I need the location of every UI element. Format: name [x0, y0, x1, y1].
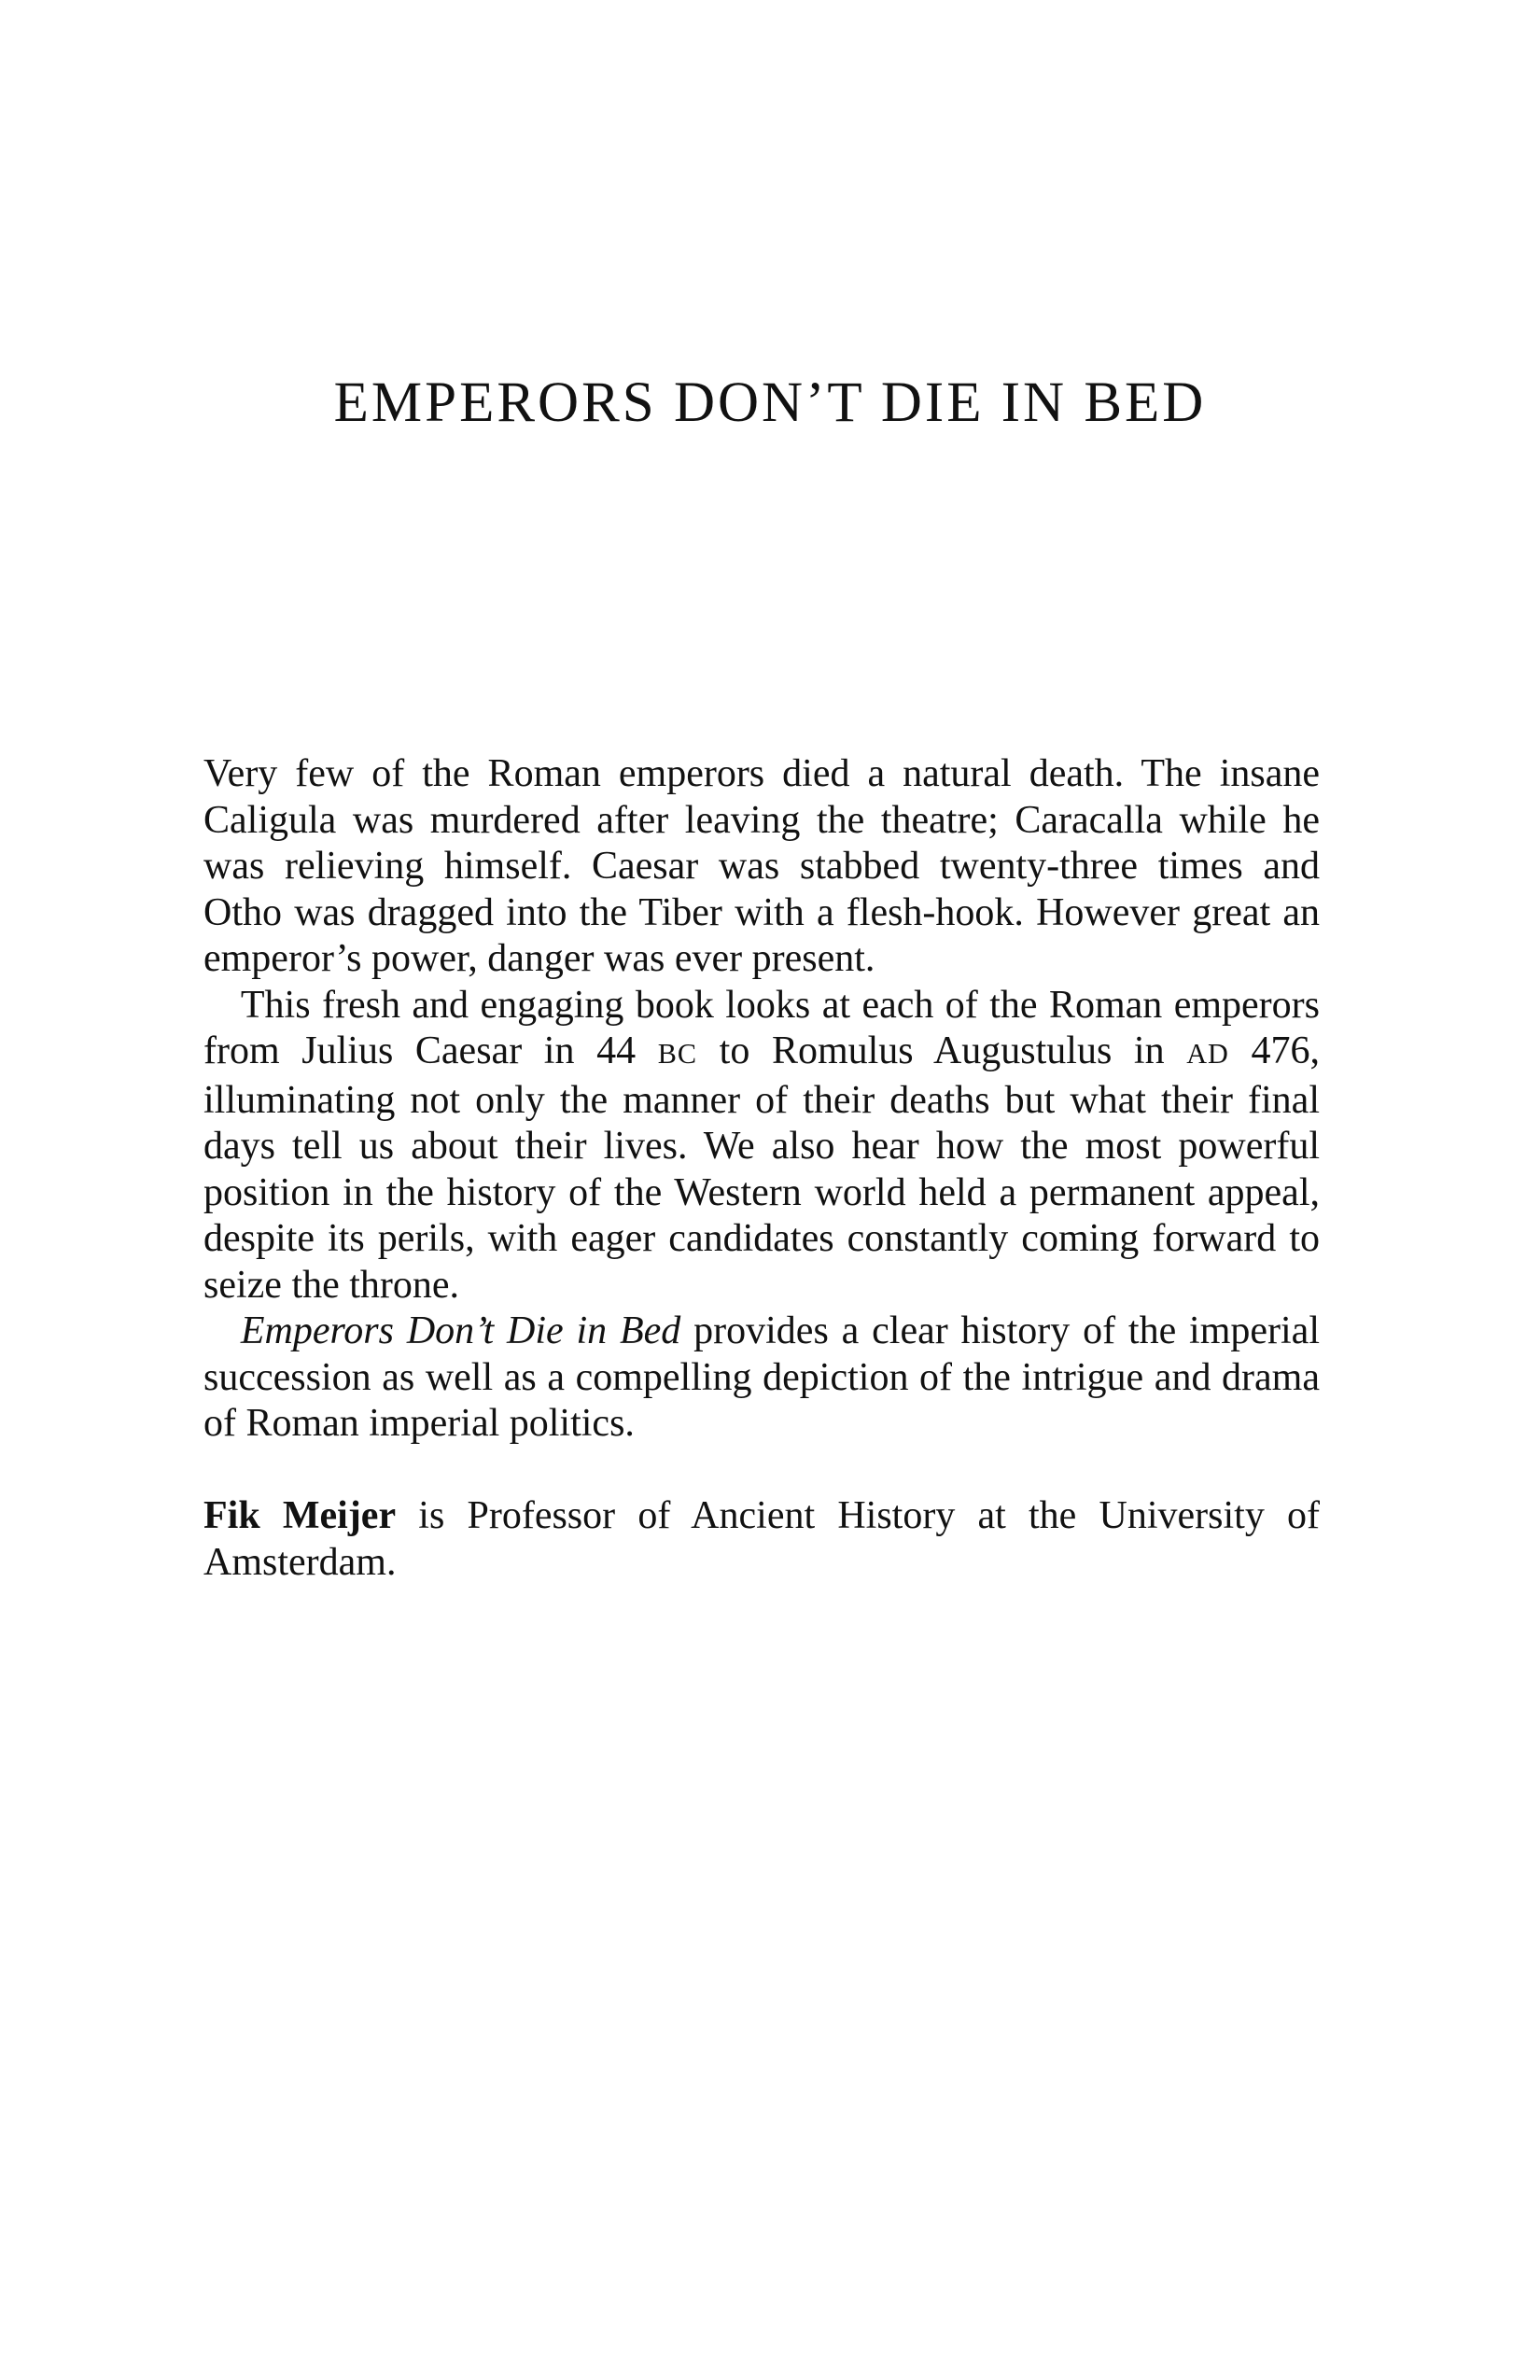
blurb-p2-text-a: This fresh and engaging book looks at each of the Roman emperors from Julius Caesar in 44 [203, 983, 1320, 1072]
author-name: Fik Meijer [203, 1494, 397, 1537]
blurb-paragraph-3 [203, 1309, 1320, 1448]
era-ad-label: AD [1186, 1038, 1229, 1070]
author-bio-text: is Professor of Ancient History at the University of Amsterdam. [203, 1494, 1320, 1584]
blurb-p2-text-b: to Romulus Augustulus in [697, 1029, 1187, 1072]
author-bio [203, 1493, 1320, 1586]
book-blurb [203, 751, 1320, 1448]
blurb-paragraph-1: Very few of the Roman emperors died a natural death. The insane Caligula was murdered after leaving the theatre; Caracalla while he was relieving himself. Caesar was stabbed twenty-three times and Otho was dragged into the Tiber with a flesh-hook. However great an emperor’s power, danger was ever present. [203, 752, 1320, 980]
blurb-paragraph-2 [203, 983, 1320, 1309]
book-title-italic: Emperors Don’t Die in Bed [240, 1309, 681, 1352]
blurb-p2-text-c: 476, illuminating not only the manner of their deaths but what their final days tell us about their lives. We also hear how the most powerful position in the history of the Western world held a permanent appeal, despite its perils, with eager candidates constantly coming forward to seize the throne. [203, 1029, 1321, 1307]
blurb-p3-text: provides a clear history of the imperial succession as well as a compelling depiction of the intrigue and drama of Roman imperial politics. [203, 1309, 1320, 1445]
page-title: EMPERORS DON’T DIE IN BED [333, 371, 1207, 434]
era-bc-label: BC [657, 1038, 698, 1070]
